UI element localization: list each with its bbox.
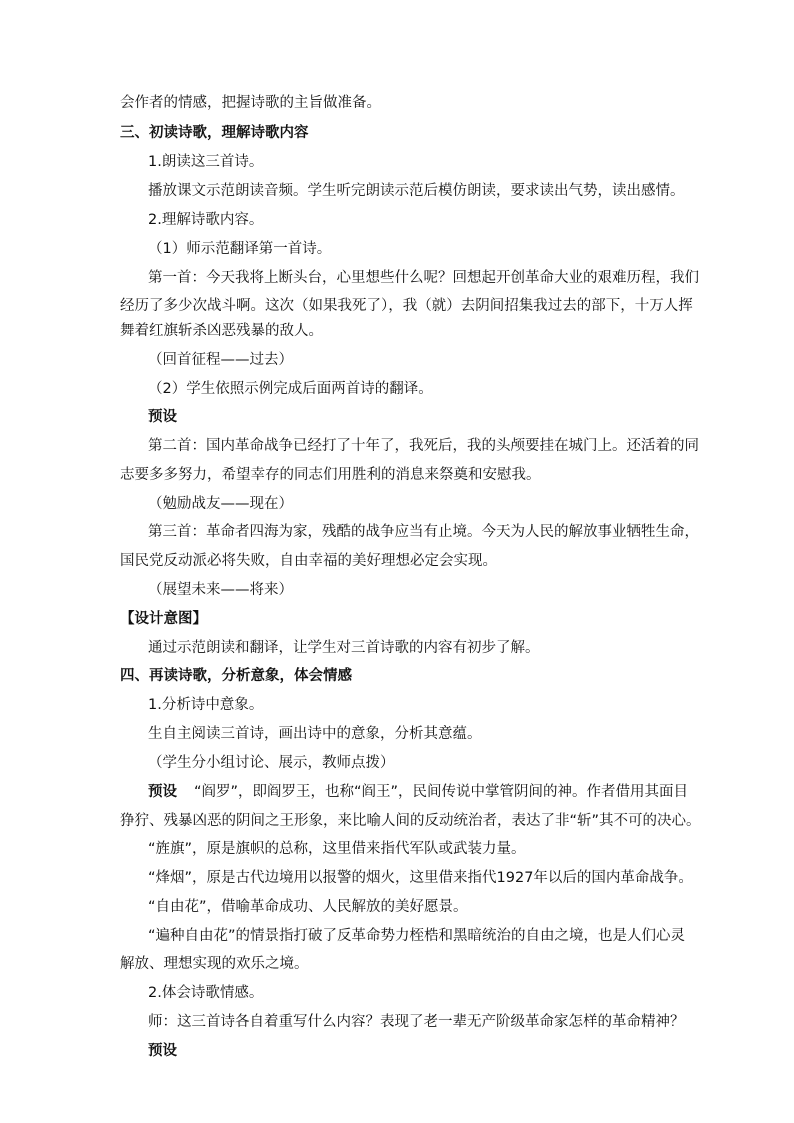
text-line: 志要多多努力，希望幸存的同志们用胜利的消息来祭奠和安慰我。 — [120, 467, 541, 483]
text-line: 播放课文示范朗读音频。学生听完朗读示范后模仿朗读，要求读出气势，读出感情。 — [148, 183, 685, 199]
text-line: 第二首：国内革命战争已经打了十年了，我死后，我的头颅要挂在城门上。还活着的同 — [148, 438, 699, 454]
section-heading: 三、初读诗歌，理解诗歌内容 — [120, 125, 309, 141]
text-line: 经历了多少次战斗啊。这次（如果我死了），我（就）去阴间招集我过去的部下，十万人挥 — [120, 298, 693, 314]
text-line: 舞着红旗斩杀凶恶残暴的敌人。 — [120, 323, 323, 339]
text-line: 第三首：革命者四海为家，残酷的战争应当有止境。今天为人民的解放事业牺牲生命， — [148, 524, 699, 540]
text-line: 国民党反动派必将失败，自由幸福的美好理想必定会实现。 — [120, 553, 497, 569]
preset-label: 预设 — [148, 409, 177, 425]
preset-label: 预设 — [148, 1043, 177, 1059]
text-line: “自由花”，借喻革命成功、人民解放的美好愿景。 — [148, 899, 468, 915]
subheading: 2.理解诗歌内容。 — [148, 212, 264, 228]
subheading: 2.体会诗歌情感。 — [148, 985, 264, 1001]
text-line: 生自主阅读三首诗，画出诗中的意象，分析其意蕴。 — [148, 726, 482, 742]
section-heading: 四、再读诗歌，分析意象，体会情感 — [120, 668, 352, 684]
text-line: （学生分小组讨论、展示，教师点拨） — [148, 755, 395, 771]
text-line: “旌旗”，原是旗帜的总称，这里借来指代军队或武装力量。 — [148, 841, 526, 857]
text-line: “烽烟”，原是古代边境用以报警的烟火，这里借来指代1927年以后的国内革命战争。 — [148, 870, 693, 886]
text-line: 狰狞、残暴凶恶的阴间之王形象，来比喻人间的反动统治者，表达了非“斩”其不可的决心。 — [120, 813, 701, 829]
design-intent-heading: 【设计意图】 — [120, 611, 207, 627]
text-line: 第一首：今天我将上断头台，心里想些什么呢？回想起开创革命大业的艰难历程，我们 — [148, 270, 699, 286]
text-line: 解放、理想实现的欢乐之境。 — [120, 956, 309, 972]
text-line: 通过示范朗读和翻译，让学生对三首诗歌的内容有初步了解。 — [148, 640, 540, 656]
text-line: （展望未来——将来） — [148, 582, 293, 598]
text-line: 会作者的情感，把握诗歌的主旨做准备。 — [120, 95, 381, 111]
text-line: （勉励战友——现在） — [148, 496, 293, 512]
text-line: （1）师示范翻译第一首诗。 — [148, 241, 332, 257]
text-line: 师：这三首诗各自着重写什么内容？表现了老一辈无产阶级革命家怎样的革命精神？ — [148, 1014, 685, 1030]
subheading: 1.分析诗中意象。 — [148, 697, 264, 713]
text-line: “阎罗”，即阎罗王，也称“阎王”，民间传说中掌管阴间的神。作者借用其面目 — [194, 784, 689, 800]
subheading: 1.朗读这三首诗。 — [148, 154, 264, 170]
text-line: （回首征程——过去） — [148, 352, 293, 368]
preset-label: 预设 — [148, 784, 177, 800]
text-line: （2）学生依照示例完成后面两首诗的翻译。 — [148, 381, 433, 397]
text-line: “遍种自由花”的情景指打破了反革命势力桎梏和黑暗统治的自由之境，也是人们心灵 — [148, 928, 686, 944]
